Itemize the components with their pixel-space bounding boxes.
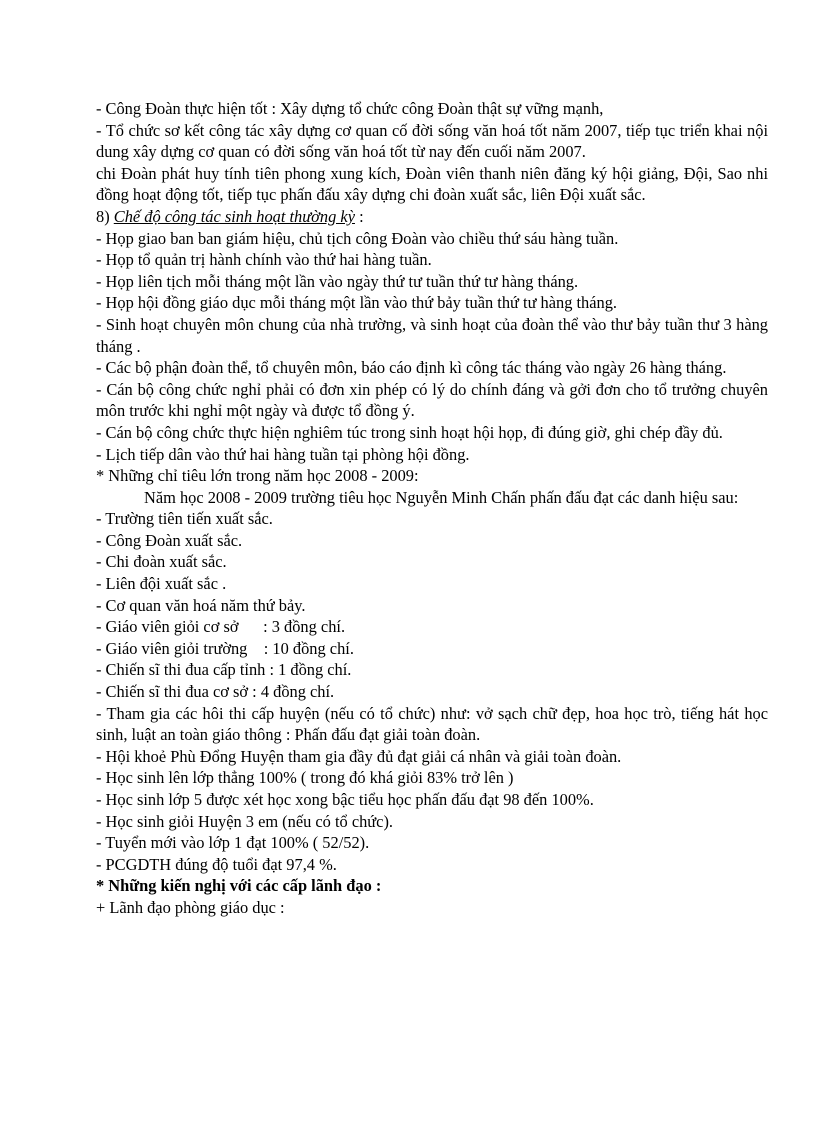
section-8-number: 8) (96, 206, 114, 226)
list-item: - Giáo viên giỏi cơ sở : 3 đồng chí. (96, 617, 346, 637)
section-8-heading (96, 206, 768, 228)
list-item: - Họp giao ban ban giám hiệu, chủ tịch công Đoàn vào chiều thứ sáu hàng tuần. (96, 228, 619, 248)
list-item: - Họp tổ quản trị hành chính vào thứ hai hàng tuần. (96, 250, 432, 270)
list-item: - Giáo viên giỏi trường : 10 đồng chí. (96, 638, 354, 658)
document-page (96, 98, 768, 919)
list-item: - PCGDTH đúng độ tuổi đạt 97,4 %. (96, 854, 337, 874)
list-item: - Học sinh giỏi Huyện 3 em (nếu có tổ chức). (96, 811, 394, 831)
section-8-title: Chế độ công tác sinh hoạt thường kỳ (113, 206, 355, 226)
list-item: - Họp liên tịch mỗi tháng một lần vào ngày thứ tư tuần thứ tư hàng tháng. (96, 271, 579, 291)
list-item: - Học sinh lên lớp thẳng 100% ( trong đó khá giỏi 83% trở lên ) (96, 768, 514, 788)
list-item: - Công Đoàn xuất sắc. (96, 530, 243, 550)
list-item: - Trường tiên tiến xuất sắc. (96, 509, 273, 529)
section-8-suffix: : (354, 206, 364, 226)
list-item: - Cơ quan văn hoá năm thứ bảy. (96, 595, 306, 615)
list-item: - Lịch tiếp dân vào thứ hai hàng tuần tại phòng hội đồng. (96, 444, 470, 464)
list-item: - Tuyển mới vào lớp 1 đạt 100% ( 52/52). (96, 833, 370, 853)
list-item: - Các bộ phận đoàn thể, tổ chuyên môn, báo cáo định kì công tác tháng vào ngày 26 hàng tháng. (96, 358, 727, 378)
list-item: - Hội khoẻ Phù Đổng Huyện tham gia đầy đủ đạt giải cá nhân và giải toàn đoàn. (96, 746, 622, 766)
list-item: - Sinh hoạt chuyên môn chung của nhà trường, và sinh hoạt của đoàn thể vào thư bảy tuần thư 3 hàng tháng . (96, 314, 768, 356)
list-item: - Liên đội xuất sắc . (96, 574, 227, 594)
list-item: - Chiến sĩ thi đua cấp tỉnh : 1 đồng chí. (96, 660, 352, 680)
list-item: - Họp hội đồng giáo dục mỗi tháng một lần vào thứ bảy tuần thứ tư hàng tháng. (96, 293, 618, 313)
targets-intro: Năm học 2008 - 2009 trường tiêu học Nguyễn Minh Chấn phấn đấu đạt các danh hiệu sau: (144, 487, 739, 507)
targets-heading: * Những chỉ tiêu lớn trong năm học 2008 - 2009: (96, 466, 419, 486)
paragraph-union: - Công Đoàn thực hiện tốt : Xây dựng tổ chức công Đoàn thật sự vững mạnh, (96, 99, 604, 118)
list-item: - Cán bộ công chức thực hiện nghiêm túc trong sinh hoạt hội họp, đi đúng giờ, ghi chép đầy đủ. (96, 422, 723, 442)
list-item: - Chi đoàn xuất sắc. (96, 552, 227, 572)
list-item: - Chiến sĩ thi đua cơ sở : 4 đồng chí. (96, 682, 335, 702)
list-item: - Cán bộ công chức nghỉ phải có đơn xin phép có lý do chính đáng và gởi đơn cho tổ trưởng chuyên môn trước khi nghỉ một ngày và được tổ đồng ý. (96, 379, 768, 421)
list-item: - Tham gia các hôi thi cấp huyện (nếu có tổ chức) như: vở sạch chữ đẹp, hoa học trò, tiếng hát học sinh, luật an toàn giáo thông : Phấn đấu đạt giải toàn đoàn. (96, 703, 768, 745)
proposals-heading: * Những kiến nghị với các cấp lãnh đạo : (96, 876, 382, 896)
paragraph-youth: chi Đoàn phát huy tính tiên phong xung kích, Đoàn viên thanh niên đăng ký hội giảng, Đội, Sao nhi đồng hoạt động tốt, tiếp tục phấn đấu xây dựng chi đoàn xuất sắc, liên Đội xuất sắc. (96, 163, 768, 205)
list-item: - Học sinh lớp 5 được xét học xong bậc tiểu học phấn đấu đạt 98 đến 100%. (96, 790, 594, 809)
proposals-item: + Lãnh đạo phòng giáo dục : (96, 897, 285, 917)
paragraph-review: - Tổ chức sơ kết công tác xây dựng cơ quan cố đời sống văn hoá tốt năm 2007, tiếp tục triển khai nội dung xây dựng cơ quan có đời sống văn hoá tốt từ nay đến cuối năm 2007. (96, 120, 768, 162)
